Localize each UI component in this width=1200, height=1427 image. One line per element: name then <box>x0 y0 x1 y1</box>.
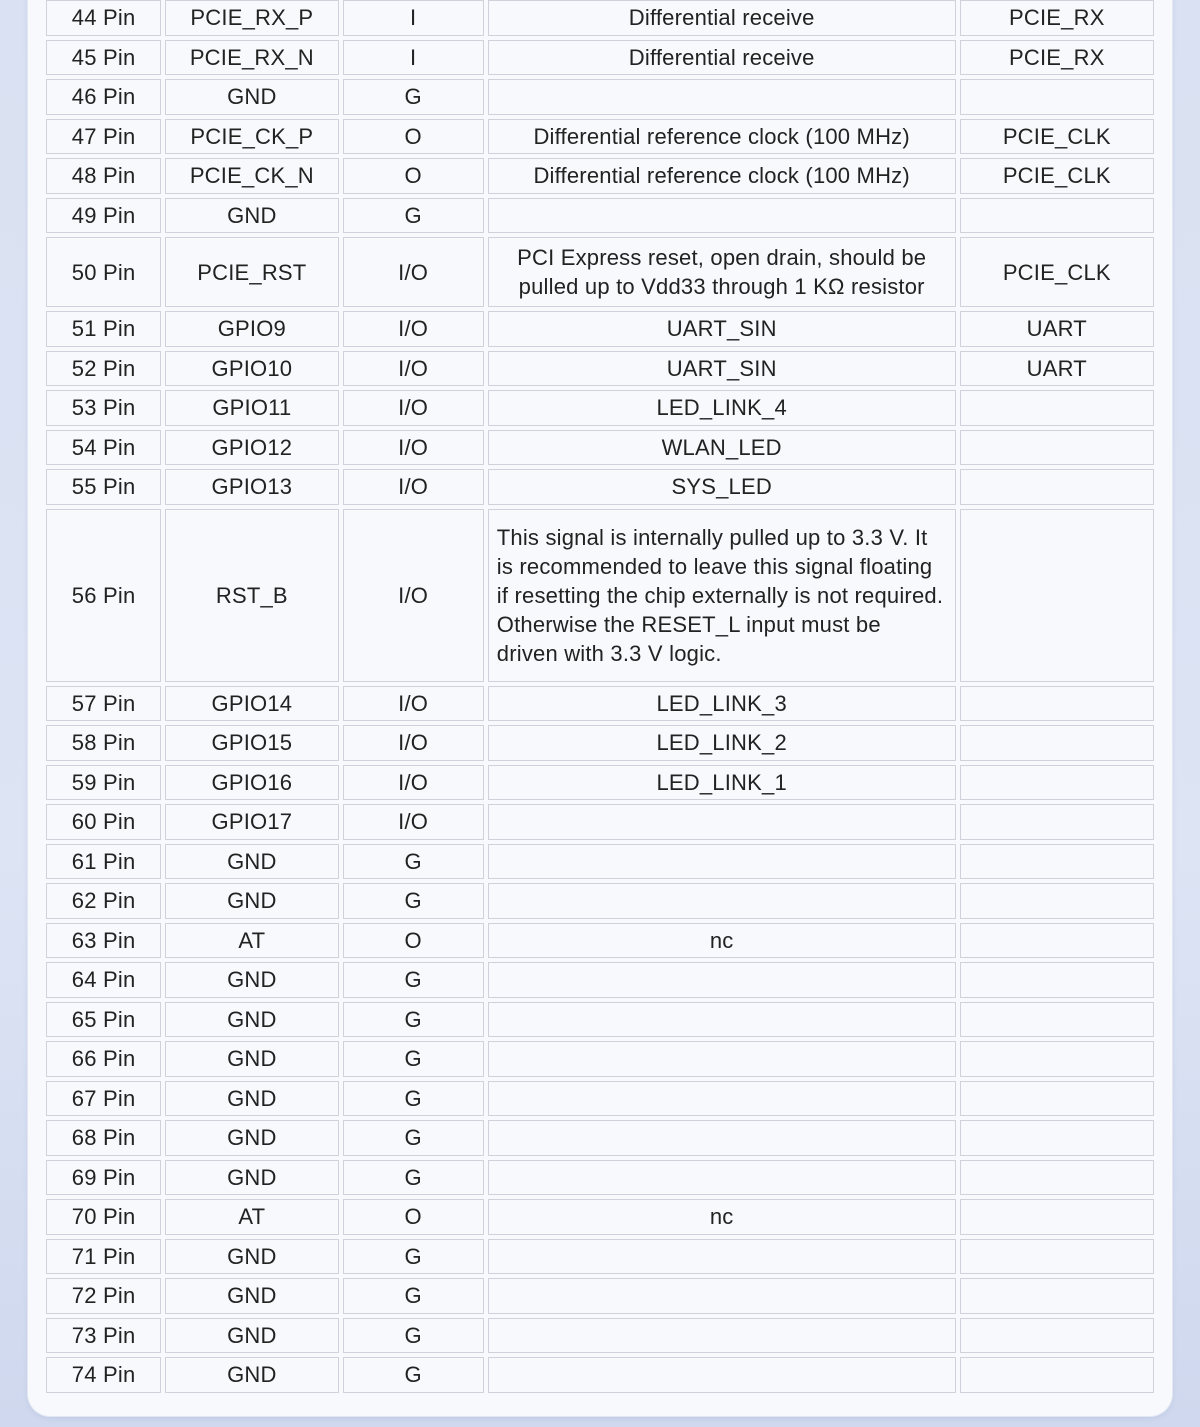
pin-group-cell: PCIE_CLK <box>960 158 1154 194</box>
pin-type-cell: G <box>343 1002 484 1038</box>
pin-description-cell: LED_LINK_2 <box>488 725 956 761</box>
pin-description-cell: WLAN_LED <box>488 430 956 466</box>
pin-group-cell <box>960 765 1154 801</box>
table-row <box>46 923 1154 959</box>
table-row <box>46 390 1154 426</box>
pin-group-cell: PCIE_CLK <box>960 237 1154 307</box>
pin-type-cell: I/O <box>343 725 484 761</box>
pin-number-cell: 70 Pin <box>46 1199 161 1235</box>
pin-type-cell: G <box>343 844 484 880</box>
pin-description-cell: Differential receive <box>488 40 956 76</box>
pin-name-cell: GPIO16 <box>165 765 338 801</box>
table-row <box>46 804 1154 840</box>
pin-name-cell: GND <box>165 1318 338 1354</box>
pin-group-cell <box>960 198 1154 234</box>
pin-number-cell: 45 Pin <box>46 40 161 76</box>
pin-type-cell: I/O <box>343 430 484 466</box>
pin-number-cell: 51 Pin <box>46 311 161 347</box>
pin-type-cell: I <box>343 40 484 76</box>
pin-number-cell: 46 Pin <box>46 79 161 115</box>
pin-description-cell <box>488 1160 956 1196</box>
table-row <box>46 237 1154 307</box>
pin-type-cell: O <box>343 1199 484 1235</box>
pin-number-cell: 67 Pin <box>46 1081 161 1117</box>
pin-group-cell <box>960 1160 1154 1196</box>
pin-number-cell: 49 Pin <box>46 198 161 234</box>
pin-name-cell: GND <box>165 79 338 115</box>
pin-number-cell: 47 Pin <box>46 119 161 155</box>
pin-group-cell <box>960 1357 1154 1393</box>
pin-number-cell: 48 Pin <box>46 158 161 194</box>
pin-description-cell: LED_LINK_4 <box>488 390 956 426</box>
table-row <box>46 1081 1154 1117</box>
pin-description-cell <box>488 1239 956 1275</box>
pin-type-cell: G <box>343 962 484 998</box>
table-row <box>46 430 1154 466</box>
pin-name-cell: PCIE_RST <box>165 237 338 307</box>
pin-name-cell: GPIO17 <box>165 804 338 840</box>
pin-type-cell: I/O <box>343 390 484 426</box>
pin-name-cell: GND <box>165 1081 338 1117</box>
pin-name-cell: PCIE_CK_N <box>165 158 338 194</box>
pin-group-cell <box>960 1199 1154 1235</box>
table-row <box>46 311 1154 347</box>
pin-name-cell: GPIO10 <box>165 351 338 387</box>
table-row <box>46 1199 1154 1235</box>
pin-description-cell: UART_SIN <box>488 311 956 347</box>
pin-type-cell: I/O <box>343 237 484 307</box>
pin-type-cell: G <box>343 1239 484 1275</box>
pin-description-cell <box>488 198 956 234</box>
pin-number-cell: 66 Pin <box>46 1041 161 1077</box>
pin-number-cell: 53 Pin <box>46 390 161 426</box>
pin-description-cell: Differential reference clock (100 MHz) <box>488 119 956 155</box>
pin-name-cell: GND <box>165 883 338 919</box>
pin-description-cell: Differential receive <box>488 0 956 36</box>
pin-type-cell: G <box>343 198 484 234</box>
pin-group-cell <box>960 79 1154 115</box>
pin-number-cell: 72 Pin <box>46 1278 161 1314</box>
pin-group-cell: PCIE_CLK <box>960 119 1154 155</box>
pin-description-cell <box>488 804 956 840</box>
pin-description-cell <box>488 1318 956 1354</box>
pin-name-cell: GND <box>165 1239 338 1275</box>
pin-group-cell: UART <box>960 311 1154 347</box>
pin-group-cell <box>960 725 1154 761</box>
pin-type-cell: I/O <box>343 311 484 347</box>
pin-group-cell: PCIE_RX <box>960 0 1154 36</box>
pin-number-cell: 65 Pin <box>46 1002 161 1038</box>
pin-number-cell: 56 Pin <box>46 509 161 682</box>
table-row <box>46 1357 1154 1393</box>
pin-type-cell: G <box>343 1357 484 1393</box>
table-row <box>46 1160 1154 1196</box>
table-row <box>46 79 1154 115</box>
pin-group-cell <box>960 1041 1154 1077</box>
table-row <box>46 1002 1154 1038</box>
pin-description-cell <box>488 1041 956 1077</box>
pin-description-cell <box>488 883 956 919</box>
pin-type-cell: I/O <box>343 509 484 682</box>
table-row <box>46 1318 1154 1354</box>
pin-description-cell: Differential reference clock (100 MHz) <box>488 158 956 194</box>
pin-name-cell: GPIO11 <box>165 390 338 426</box>
pin-group-cell <box>960 1002 1154 1038</box>
pin-description-cell: LED_LINK_1 <box>488 765 956 801</box>
pin-group-cell <box>960 509 1154 682</box>
pin-description-cell: SYS_LED <box>488 469 956 505</box>
pin-number-cell: 44 Pin <box>46 0 161 36</box>
pin-group-cell <box>960 1120 1154 1156</box>
pin-number-cell: 74 Pin <box>46 1357 161 1393</box>
pin-description-cell <box>488 1081 956 1117</box>
pin-name-cell: GND <box>165 844 338 880</box>
pin-description-cell: UART_SIN <box>488 351 956 387</box>
pin-number-cell: 71 Pin <box>46 1239 161 1275</box>
pin-type-cell: G <box>343 1160 484 1196</box>
pin-name-cell: RST_B <box>165 509 338 682</box>
pin-type-cell: G <box>343 79 484 115</box>
pin-name-cell: GPIO14 <box>165 686 338 722</box>
pin-number-cell: 73 Pin <box>46 1318 161 1354</box>
pin-type-cell: O <box>343 158 484 194</box>
pin-name-cell: GND <box>165 1120 338 1156</box>
pin-group-cell <box>960 883 1154 919</box>
table-row <box>46 198 1154 234</box>
pin-type-cell: G <box>343 1041 484 1077</box>
pin-description-cell <box>488 1357 956 1393</box>
pin-group-cell <box>960 1081 1154 1117</box>
table-row <box>46 765 1154 801</box>
pin-number-cell: 60 Pin <box>46 804 161 840</box>
pin-type-cell: I/O <box>343 804 484 840</box>
pin-name-cell: GPIO15 <box>165 725 338 761</box>
table-row <box>46 351 1154 387</box>
pin-number-cell: 64 Pin <box>46 962 161 998</box>
pin-type-cell: G <box>343 1120 484 1156</box>
pin-type-cell: G <box>343 1318 484 1354</box>
table-row <box>46 725 1154 761</box>
pin-description-cell <box>488 844 956 880</box>
pin-type-cell: G <box>343 1278 484 1314</box>
pin-type-cell: O <box>343 923 484 959</box>
pin-type-cell: G <box>343 883 484 919</box>
pin-group-cell <box>960 1278 1154 1314</box>
table-row <box>46 686 1154 722</box>
pin-type-cell: O <box>343 119 484 155</box>
pin-name-cell: GND <box>165 1002 338 1038</box>
pin-description-cell <box>488 1120 956 1156</box>
pin-description-cell: nc <box>488 1199 956 1235</box>
pin-name-cell: PCIE_CK_P <box>165 119 338 155</box>
table-row <box>46 883 1154 919</box>
table-row <box>46 962 1154 998</box>
pin-number-cell: 61 Pin <box>46 844 161 880</box>
pin-number-cell: 57 Pin <box>46 686 161 722</box>
pin-number-cell: 68 Pin <box>46 1120 161 1156</box>
pin-name-cell: GPIO9 <box>165 311 338 347</box>
pin-group-cell <box>960 804 1154 840</box>
pin-type-cell: G <box>343 1081 484 1117</box>
pin-group-cell: UART <box>960 351 1154 387</box>
pin-name-cell: AT <box>165 923 338 959</box>
pin-group-cell <box>960 469 1154 505</box>
table-row <box>46 1041 1154 1077</box>
pin-table-body <box>46 0 1154 1393</box>
pin-number-cell: 69 Pin <box>46 1160 161 1196</box>
pin-group-cell <box>960 962 1154 998</box>
table-row <box>46 1278 1154 1314</box>
pin-table <box>42 0 1158 1397</box>
pin-description-cell: This signal is internally pulled up to 3.3 V. It is recommended to leave this signal floating if resetting the chip externally is not required. Otherwise the RESET_L input must be driven with 3.3 V logic. <box>488 509 956 682</box>
pin-name-cell: PCIE_RX_N <box>165 40 338 76</box>
pin-description-cell <box>488 962 956 998</box>
pin-group-cell <box>960 1239 1154 1275</box>
pin-name-cell: GPIO13 <box>165 469 338 505</box>
pin-name-cell: GND <box>165 1278 338 1314</box>
table-row <box>46 469 1154 505</box>
pin-name-cell: GND <box>165 1041 338 1077</box>
table-row <box>46 1239 1154 1275</box>
pin-type-cell: I <box>343 0 484 36</box>
pin-description-cell: PCI Express reset, open drain, should be pulled up to Vdd33 through 1 KΩ resistor <box>488 237 956 307</box>
pin-name-cell: GND <box>165 1160 338 1196</box>
table-row <box>46 158 1154 194</box>
pin-name-cell: AT <box>165 1199 338 1235</box>
pin-description-cell: LED_LINK_3 <box>488 686 956 722</box>
pin-group-cell <box>960 923 1154 959</box>
pin-number-cell: 54 Pin <box>46 430 161 466</box>
pin-name-cell: GND <box>165 962 338 998</box>
pin-type-cell: I/O <box>343 469 484 505</box>
pin-number-cell: 58 Pin <box>46 725 161 761</box>
pin-group-cell <box>960 686 1154 722</box>
table-row <box>46 844 1154 880</box>
pin-number-cell: 50 Pin <box>46 237 161 307</box>
pin-type-cell: I/O <box>343 351 484 387</box>
pin-description-cell <box>488 79 956 115</box>
pin-group-cell: PCIE_RX <box>960 40 1154 76</box>
pin-number-cell: 52 Pin <box>46 351 161 387</box>
pin-group-cell <box>960 1318 1154 1354</box>
table-row <box>46 1120 1154 1156</box>
pin-number-cell: 63 Pin <box>46 923 161 959</box>
pin-description-cell: nc <box>488 923 956 959</box>
table-row <box>46 119 1154 155</box>
pin-number-cell: 62 Pin <box>46 883 161 919</box>
table-row <box>46 0 1154 36</box>
pin-description-cell <box>488 1278 956 1314</box>
pin-type-cell: I/O <box>343 765 484 801</box>
pin-name-cell: GND <box>165 198 338 234</box>
pin-description-cell <box>488 1002 956 1038</box>
table-row <box>46 509 1154 682</box>
pin-number-cell: 59 Pin <box>46 765 161 801</box>
pin-name-cell: PCIE_RX_P <box>165 0 338 36</box>
pin-number-cell: 55 Pin <box>46 469 161 505</box>
pin-type-cell: I/O <box>343 686 484 722</box>
pin-group-cell <box>960 390 1154 426</box>
pin-name-cell: GND <box>165 1357 338 1393</box>
pin-group-cell <box>960 844 1154 880</box>
pin-name-cell: GPIO12 <box>165 430 338 466</box>
table-row <box>46 40 1154 76</box>
pin-group-cell <box>960 430 1154 466</box>
